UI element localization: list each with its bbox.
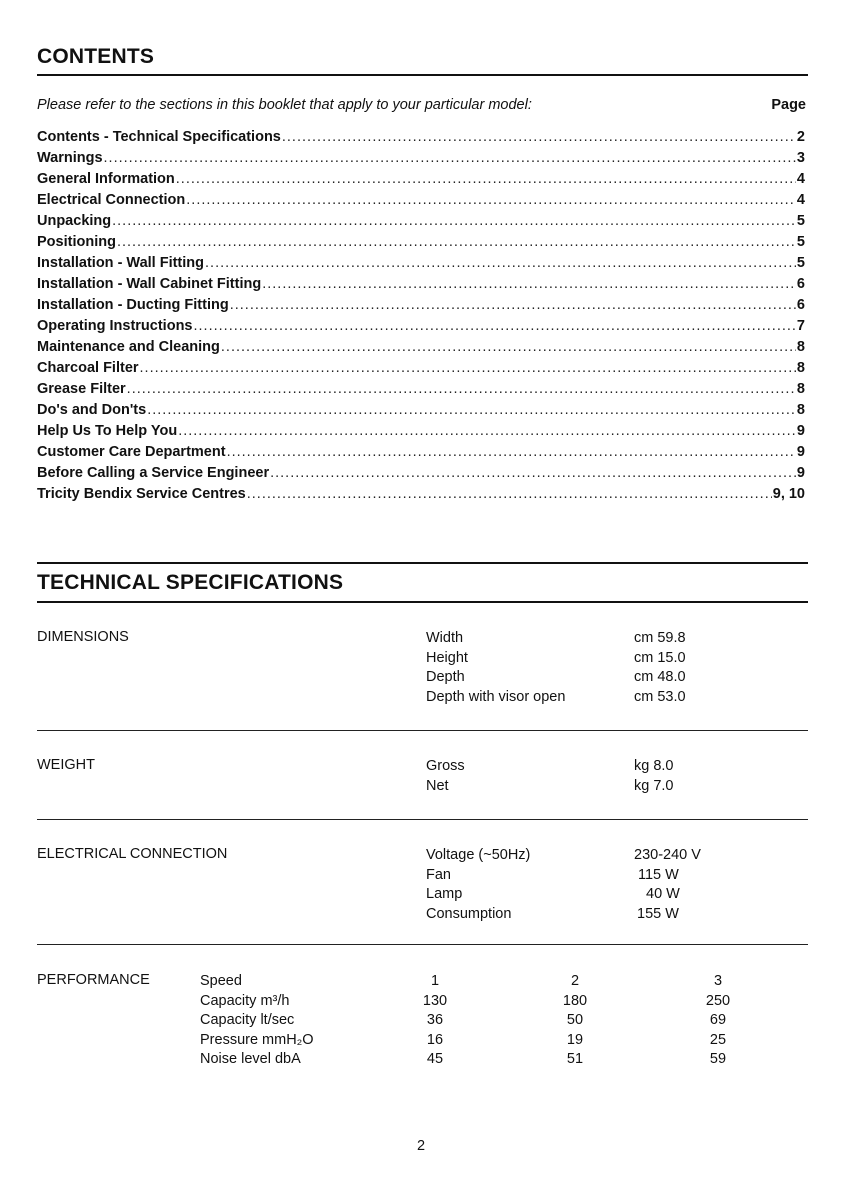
toc-entry [37,318,805,339]
toc-entry-title: Maintenance and Cleaning [37,339,220,355]
param-name: Capacity lt/sec [200,1012,295,1028]
toc-entry-title: Installation - Wall Fitting [37,255,205,271]
toc-entry [37,129,805,150]
speed-value: 250 [705,992,731,1009]
specs-heading: TECHNICAL SPECIFICATIONS [37,571,344,594]
dimensions-label: DIMENSIONS [37,629,129,645]
toc-dot-leader [221,339,796,355]
speed-value: 36 [426,1012,444,1028]
page-column-label: Page [771,97,806,113]
toc-entry-title: General Information [37,171,175,187]
spec-name: Voltage (~50Hz) [426,847,531,863]
spec-name: Lamp [426,886,463,902]
speed-value: 25 [709,1031,727,1048]
performance-label: PERFORMANCE [37,972,150,988]
toc-entry-title: Customer Care Department [37,444,226,460]
toc-entry [37,423,805,444]
speed-value: 130 [422,992,448,1009]
electrical-names [426,846,530,924]
speed-value: 16 [426,1031,444,1048]
speed-value: 3 [713,973,723,989]
toc-entry-page: 6 [796,297,805,313]
table-of-contents [37,129,805,507]
section-divider [37,819,808,820]
toc-entry [37,381,805,402]
toc-entry-page: 8 [796,402,805,418]
toc-entry [37,150,805,171]
speed-value: 50 [566,1012,584,1028]
toc-entry-page: 9, 10 [772,486,805,502]
toc-dot-leader [147,402,796,418]
toc-entry-page: 5 [796,234,805,250]
speed-2-values [560,972,590,1070]
speed-value: 45 [426,1051,444,1067]
speed-value: 2 [570,973,580,989]
toc-dot-leader [140,360,796,376]
param-name: Noise level dbA [200,1051,301,1067]
spec-value: 115 W [638,866,679,883]
toc-entry-title: Electrical Connection [37,192,186,208]
toc-dot-leader [127,381,796,397]
spec-name: Depth with visor open [426,688,566,705]
toc-entry [37,213,805,234]
param-name: Capacity m³/h [200,992,290,1009]
spec-value: 40 W [646,886,680,902]
toc-entry [37,360,805,381]
weight-names [426,757,465,796]
toc-dot-leader [227,444,796,460]
toc-entry-title: Operating Instructions [37,318,193,334]
toc-entry-page: 4 [796,171,805,187]
toc-entry-page: 7 [796,318,805,334]
toc-entry [37,171,805,192]
toc-entry-title: Charcoal Filter [37,360,139,376]
toc-entry-page: 9 [796,423,805,439]
toc-entry-title: Unpacking [37,213,112,229]
toc-entry-title: Do's and Don'ts [37,402,147,418]
param-name: Speed [200,973,242,989]
toc-dot-leader [262,276,796,292]
toc-entry-page: 5 [796,255,805,271]
toc-dot-leader [194,318,796,334]
spec-value: cm 48.0 [634,669,686,685]
spec-value: 230-240 V [634,847,701,863]
toc-entry [37,444,805,465]
toc-entry-title: Tricity Bendix Service Centres [37,486,246,502]
toc-dot-leader [247,486,772,502]
spec-value: kg 7.0 [634,777,674,794]
toc-entry-page: 8 [796,381,805,397]
weight-values [634,757,674,796]
spec-name: Net [426,777,449,794]
toc-entry [37,339,805,360]
specs-top-rule [37,562,808,564]
toc-entry [37,234,805,255]
spec-name: Gross [426,758,465,774]
toc-entry [37,486,805,507]
toc-dot-leader [186,192,796,208]
toc-dot-leader [282,129,796,145]
toc-entry-title: Installation - Ducting Fitting [37,297,229,313]
contents-intro-line [37,97,808,117]
toc-entry [37,402,805,423]
spec-value: cm 59.8 [634,630,686,646]
speed-value: 19 [566,1031,584,1048]
toc-entry-title: Contents - Technical Specifications [37,129,281,145]
performance-params [200,972,314,1070]
toc-dot-leader [205,255,796,271]
toc-entry-page: 4 [796,192,805,208]
contents-heading-rule [37,74,808,76]
speed-value: 1 [430,973,440,989]
toc-dot-leader [178,423,796,439]
speed-1-values [420,972,450,1070]
toc-entry-page: 8 [796,339,805,355]
toc-entry-page: 6 [796,276,805,292]
toc-entry-page: 2 [796,129,805,145]
toc-dot-leader [104,150,796,166]
toc-dot-leader [117,234,796,250]
toc-entry-title: Warnings [37,150,103,166]
spec-name: Depth [426,669,465,685]
section-divider [37,944,808,945]
toc-entry [37,255,805,276]
toc-entry [37,276,805,297]
toc-dot-leader [230,297,796,313]
toc-entry [37,465,805,486]
speed-value: 69 [709,1012,727,1028]
spec-value: cm 15.0 [634,649,686,666]
page-number: 2 [416,1138,426,1154]
contents-intro-text: Please refer to the sections in this booklet that apply to your particular model: [37,97,532,113]
toc-entry-page: 8 [796,360,805,376]
param-name: Pressure mmH₂O [200,1031,314,1048]
toc-dot-leader [176,171,796,187]
toc-entry [37,297,805,318]
speed-3-values [703,972,733,1070]
electrical-label: ELECTRICAL CONNECTION [37,846,228,862]
specs-heading-rule [37,601,808,603]
toc-entry-title: Grease Filter [37,381,126,397]
toc-entry [37,192,805,213]
toc-entry-title: Installation - Wall Cabinet Fitting [37,276,262,292]
spec-name: Height [426,649,468,666]
toc-entry-page: 9 [796,444,805,460]
spec-name: Fan [426,866,451,883]
toc-entry-page: 9 [796,465,805,481]
electrical-values [620,846,710,924]
toc-entry-title: Positioning [37,234,116,250]
section-divider [37,730,808,731]
toc-dot-leader [270,465,796,481]
contents-heading: CONTENTS [37,45,155,68]
toc-entry-page: 5 [796,213,805,229]
spec-value: kg 8.0 [634,758,674,774]
toc-entry-title: Help Us To Help You [37,423,178,439]
spec-value: 155 W [637,905,679,922]
weight-label: WEIGHT [37,757,95,773]
spec-value: cm 53.0 [634,688,686,705]
toc-dot-leader [112,213,796,229]
toc-entry-page: 3 [796,150,805,166]
speed-value: 180 [562,992,588,1009]
dimensions-values [634,629,686,707]
spec-name: Width [426,630,464,646]
speed-value: 51 [566,1051,584,1067]
speed-value: 59 [709,1051,727,1067]
spec-name: Consumption [426,905,512,922]
toc-entry-title: Before Calling a Service Engineer [37,465,270,481]
dimensions-names [426,629,565,707]
